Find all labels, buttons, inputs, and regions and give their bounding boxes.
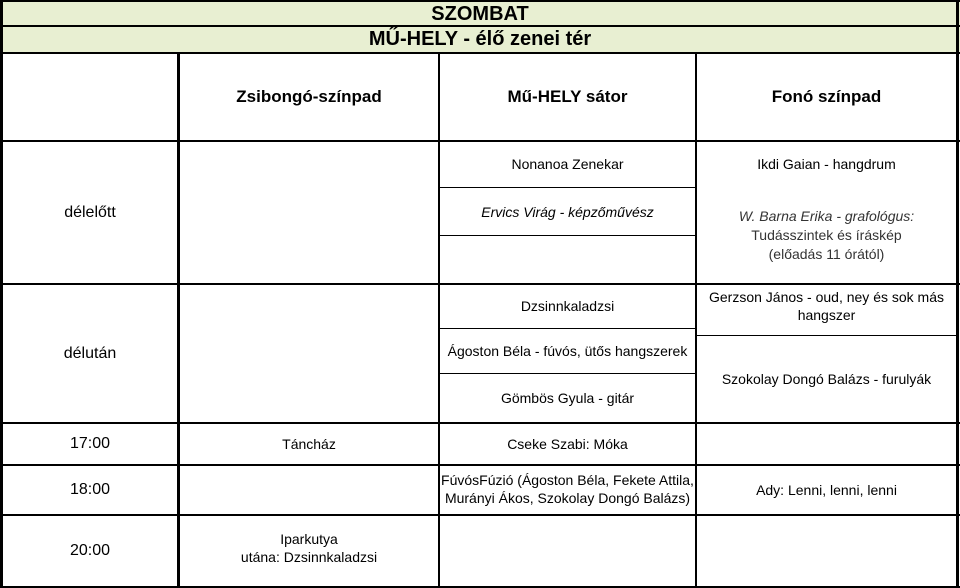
r2000-zsibongo-line-2: utána: Dzsinnkaladzsi bbox=[240, 548, 378, 565]
column-header-zsibongo: Zsibongó-színpad bbox=[236, 86, 382, 106]
grid-line bbox=[0, 25, 960, 27]
afternoon-fono-item-1a: Gerzson János - oud, ney és sok más bbox=[709, 288, 944, 305]
row-label-2000: 20:00 bbox=[69, 542, 111, 560]
column-header-fono: Fonó színpad bbox=[771, 86, 882, 106]
morning-fono-item-2: W. Barna Erika - grafológus: bbox=[738, 207, 915, 224]
afternoon-muhely-item-3: Gömbös Gyula - gitár bbox=[500, 389, 635, 406]
grid-line bbox=[0, 0, 960, 2]
grid-line bbox=[438, 187, 695, 188]
r2000-zsibongo-line-1: Iparkutya bbox=[280, 530, 338, 547]
grid-line bbox=[956, 0, 959, 588]
column-header-muhely: Mű-HELY sátor bbox=[507, 86, 628, 106]
row-label-1800: 18:00 bbox=[69, 481, 111, 499]
r1800-muhely-line-2: Murányi Ákos, Szokolay Dongó Balázs) bbox=[444, 489, 691, 506]
r1700-zsibongo: Táncház bbox=[282, 435, 336, 452]
morning-fono-item-1: Ikdi Gaian - hangdrum bbox=[757, 156, 896, 173]
afternoon-fono-item-2: Szokolay Dongó Balázs - furulyák bbox=[721, 370, 932, 387]
morning-fono-item-3: Tudásszintek és íráskép bbox=[751, 226, 902, 243]
morning-muhely-item-1: Nonanoa Zenekar bbox=[511, 156, 624, 173]
r1700-muhely: Cseke Szabi: Móka bbox=[507, 435, 628, 452]
afternoon-muhely-item-2: Ágoston Béla - fúvós, ütős hangszerek bbox=[447, 342, 688, 359]
venue-title: MŰ-HELY - élő zenei tér bbox=[368, 28, 592, 50]
afternoon-muhely-item-1: Dzsinnkaladzsi bbox=[520, 298, 615, 315]
afternoon-fono-item-1b: hangszer bbox=[797, 306, 856, 323]
row-label-morning: délelőtt bbox=[64, 203, 116, 221]
day-title: SZOMBAT bbox=[431, 3, 529, 25]
morning-muhely-item-2: Ervics Virág - képzőművész bbox=[481, 203, 654, 220]
row-label-afternoon: délután bbox=[63, 344, 117, 362]
grid-line bbox=[438, 235, 695, 236]
r1800-fono: Ady: Lenni, lenni, lenni bbox=[756, 481, 897, 498]
morning-fono-item-4: (előadás 11 órától) bbox=[768, 245, 885, 262]
r1800-muhely-line-1: FúvósFúzió (Ágoston Béla, Fekete Attila, bbox=[441, 471, 694, 488]
row-label-1700: 17:00 bbox=[69, 435, 111, 453]
